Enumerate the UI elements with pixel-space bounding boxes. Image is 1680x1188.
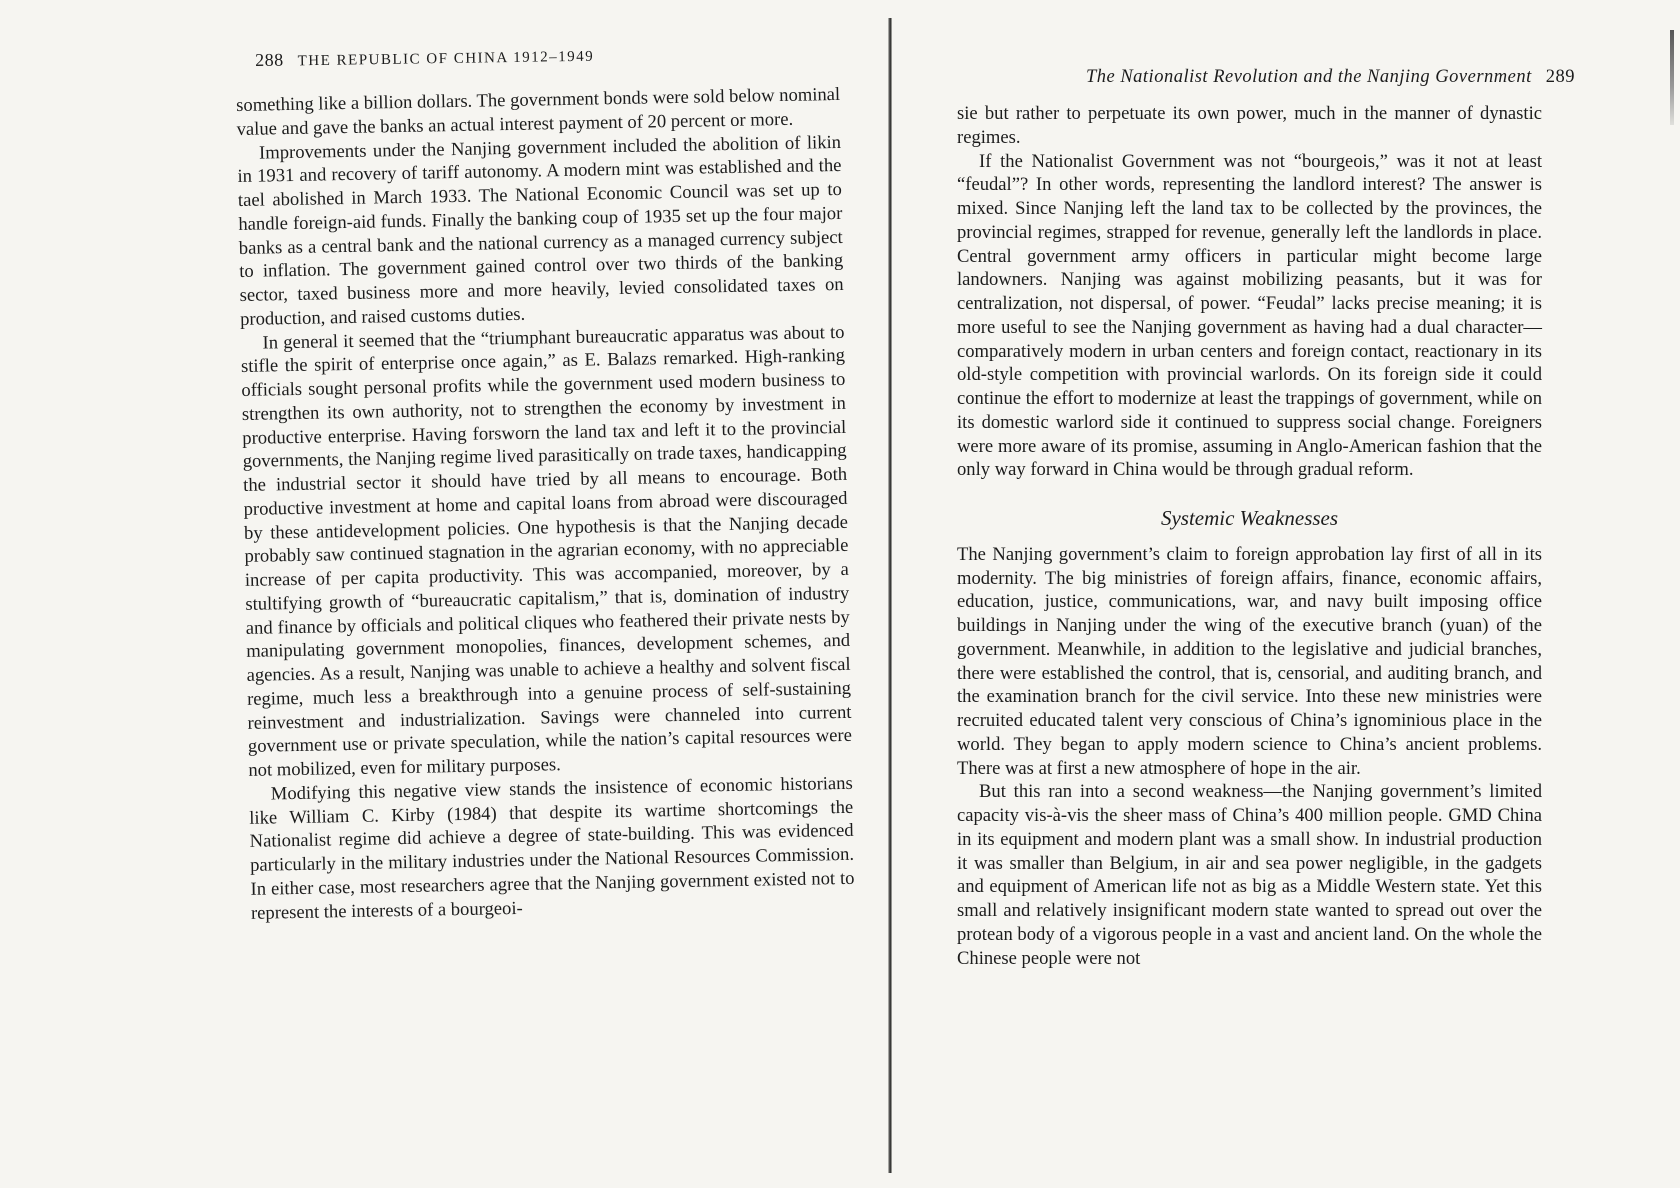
right-running-head: [1086, 67, 1575, 88]
systemic-weaknesses-section: [957, 507, 1542, 970]
right-paragraph-2: If the Nationalist Government was not “bourgeois,” was it not at least “feudal”? In other words, representing the landlord interest? The answer is mixed. Since Nanjing left the land tax to be collected by the provinces, the provincial regimes, strapped for revenue, generally left the landlords in place. Central government army officers in particular might become large landowners. Nanjing was against mobilizing peasants, but it was for centralization, not dispersal, of power. “Feudal” lacks precise meaning; it is more useful to see the Nanjing government as having had a dual character—comparatively modern in urban centers and foreign contact, reactionary in its old-style competition with provincial warlords. On its foreign side it could continue the effort to modernize at least the trappings of government, while on its domestic warlord side it continued to suppress social change. Foreigners were more aware of its promise, assuming in Anglo-American fashion that the only way forward in China would be through gradual reform.: [957, 150, 1542, 481]
right-page: [892, 0, 1680, 1188]
left-body-text: [236, 83, 855, 925]
right-paragraph-1: sie but rather to perpetuate its own power, much in the manner of dynastic regimes.: [957, 103, 1542, 148]
left-paragraph-3: In general it seemed that the “triumphant bureaucratic apparatus was about to stifle the spirit of enterprise once again,” as E. Balazs remarked. High-ranking officials sought personal profits while the government used modern business to strengthen its own authority, not to strengthen the economy by investment in productive enterprise. Having forsworn the land tax and left it to the provincial governments, the Nanjing regime lived parasitically on trade taxes, handicapping the industrial sector it should have tried by all means to encourage. Both productive investment at home and capital loans from abroad were discouraged by these antidevelopment policies. One hypothesis is that the Nanjing decade probably saw continued stagnation in the agrarian economy, with no appreciable increase of per capita productivity. This was accompanied, moreover, by a stultifying growth of “bureaucratic capitalism,” that is, domination of industry and finance by officials and political cliques who feathered their private nests by manipulating government monopolies, finances, development schemes, and agencies. As a result, Nanjing was unable to achieve a healthy and solvent fiscal regime, much less a breakthrough into a genuine process of self-sustaining reinvestment and industrialization. Savings were channeled into current government use or private speculation, while the nation’s capital resources were not mobilized, even for military purposes.: [240, 321, 853, 781]
right-body-text: [957, 102, 1542, 970]
section-heading: Systemic Weaknesses: [1160, 506, 1339, 530]
right-page-number: 289: [1545, 67, 1575, 87]
right-running-head-title: The Nationalist Revolution and the Nanjing Government: [1085, 67, 1532, 87]
page-edge-shadow: [1670, 30, 1674, 125]
left-page-number: 288: [255, 49, 284, 70]
left-running-head-title: THE REPUBLIC OF CHINA 1912–1949: [297, 48, 595, 70]
left-paragraph-1: something like a billion dollars. The government bonds were sold below nominal value and gave the banks an actual interest payment of 20 percent or more.: [236, 83, 841, 140]
section-paragraph-1: The Nanjing government’s claim to foreign approbation lay first of all in its modernity. The big ministries of foreign affairs, finance, economic affairs, education, justice, communications, war, and navy built imposing office buildings in Nanjing under the wing of the executive branch (yuan) of the government. Meanwhile, in addition to the legislative and judicial branches, there were established the control, that is, censorial, and auditing branch, and the examination branch for the civil service. Into these new ministries were recruited educated talent very conscious of China’s ignominious place in the world. They began to apply modern science to China’s ancient problems. There was at first a new atmosphere of hope in the air.: [957, 543, 1542, 779]
section-paragraph-2: But this ran into a second weakness—the Nanjing government’s limited capacity vis-à-vis the sheer mass of China’s 400 million people. GMD China in its equipment and modern plant was a small show. In industrial production it was smaller than Belgium, in air and sea power negligible, in the gadgets and equipment of American life not as big as a Middle Western state. Yet this small and relatively insignificant modern state wanted to spread out over the protean body of a vigorous people in a vast and ancient land. On the whole the Chinese people were not: [957, 781, 1542, 969]
left-running-head: [255, 45, 594, 71]
left-paragraph-2: Improvements under the Nanjing government included the abolition of likin in 1931 and recovery of tariff autonomy. A modern mint was established and the tael abolished in March 1933. The National Economic Council was set up to handle foreign-aid funds. Finally the banking coup of 1935 set up the four major banks as a central bank and the national currency as a managed currency subject to inflation. The government gained control over two thirds of the banking sector, taxed business more and more heavily, levied consolidated taxes on production, and raised customs duties.: [237, 131, 844, 330]
left-paragraph-4: Modifying this negative view stands the insistence of economic historians like William C. Kirby (1984) that despite its wartime shortcomings the Nationalist regime did achieve a degree of state-building. This was evidenced particularly in the military industries under the National Resources Commission. In either case, most researchers agree that the Nanjing government existed not to represent the interests of a bourgeoi-: [249, 772, 855, 924]
